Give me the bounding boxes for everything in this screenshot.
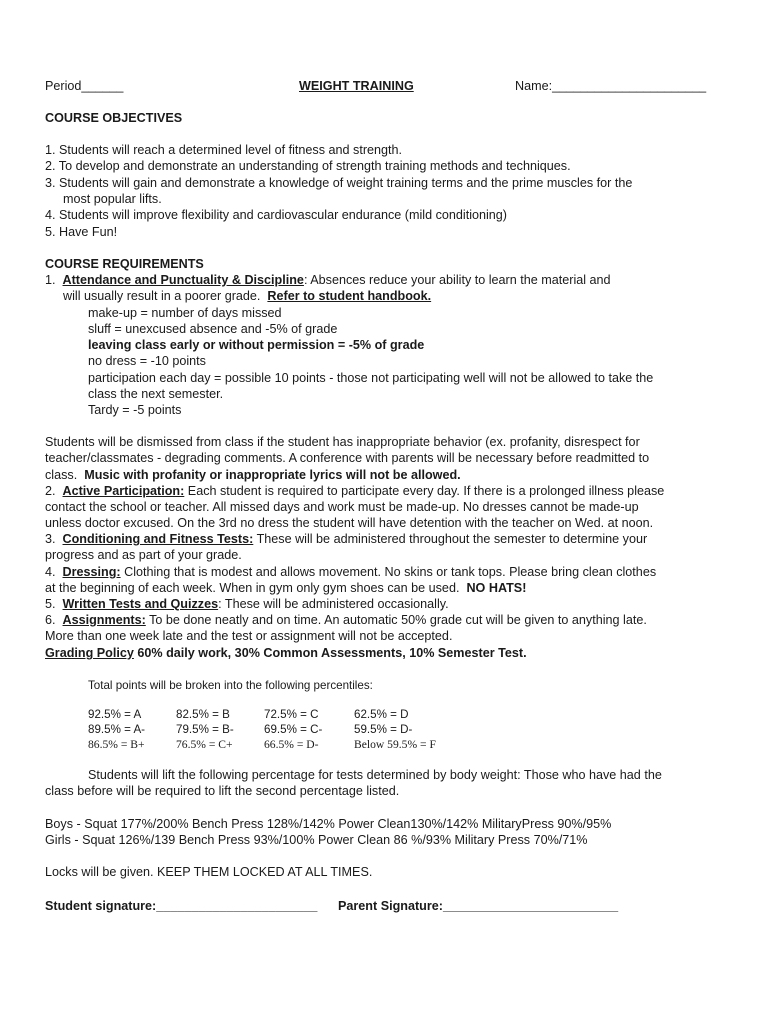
attendance-rule: class the next semester. bbox=[88, 387, 224, 401]
music-rule: Music with profanity or inappropriate lyrics will not be allowed. bbox=[84, 468, 461, 482]
grading-policy bbox=[45, 645, 527, 661]
grade-cell: 76.5% = C+ bbox=[176, 738, 233, 751]
objective-item: 2. To develop and demonstrate an understanding of strength training methods and techniques. bbox=[45, 159, 571, 173]
grade-cell: 62.5% = D bbox=[354, 708, 409, 721]
requirement-number: 6. bbox=[45, 613, 56, 627]
objective-item: 1. Students will reach a determined level of fitness and strength. bbox=[45, 143, 403, 157]
requirement-text: To be done neatly and on time. An automatic 50% grade cut will be given to anything late. bbox=[145, 613, 647, 627]
requirement-title: Written Tests and Quizzes bbox=[62, 597, 219, 611]
lift-intro: Students will lift the following percentage for tests determined by body weight: Those who have had the bbox=[88, 768, 662, 782]
grade-cell: 82.5% = B bbox=[176, 708, 230, 721]
student-signature-line: Student signature:_______________________ bbox=[45, 899, 318, 913]
objectives-heading: COURSE OBJECTIVES bbox=[45, 111, 183, 125]
requirement-title: Assignments: bbox=[62, 613, 146, 627]
grade-cell: 66.5% = D- bbox=[264, 738, 319, 751]
dismissal-text: teacher/classmates - degrading comments. A conference with parents will be necessary before readmitted to bbox=[45, 451, 650, 465]
dismissal-text: Students will be dismissed from class if the student has inappropriate behavior (ex. profanity, disrespect for bbox=[45, 435, 640, 449]
requirement-3-line2: progress and as part of your grade. bbox=[45, 548, 242, 562]
dismissal-text: class. bbox=[45, 468, 78, 482]
grade-cell: 59.5% = D- bbox=[354, 723, 413, 736]
requirement-2 bbox=[45, 483, 664, 499]
name-field: Name:______________________ bbox=[515, 79, 707, 93]
attendance-rule: Tardy = -5 points bbox=[88, 403, 182, 417]
requirement-number: 5. bbox=[45, 597, 56, 611]
requirement-1 bbox=[45, 272, 611, 288]
requirement-2-line: contact the school or teacher. All missed days and work must be made-up. No dresses cannot be made-up bbox=[45, 500, 639, 514]
requirement-text: These will be administered throughout the semester to determine your bbox=[253, 532, 648, 546]
grade-cell: Below 59.5% = F bbox=[354, 738, 436, 751]
requirement-2-line: unless doctor excused. On the 3rd no dress the student will have detention with the teacher on Wed. at noon. bbox=[45, 516, 654, 530]
objective-item: 5. Have Fun! bbox=[45, 225, 118, 239]
boys-lift-standards: Boys - Squat 177%/200% Bench Press 128%/142% Power Clean130%/142% MilitaryPress 90%/95% bbox=[45, 817, 612, 831]
objective-item: 4. Students will improve flexibility and cardiovascular endurance (mild conditioning) bbox=[45, 208, 507, 222]
grade-cell: 92.5% = A bbox=[88, 708, 142, 721]
requirement-title: Conditioning and Fitness Tests: bbox=[62, 532, 254, 546]
requirements-heading: COURSE REQUIREMENTS bbox=[45, 257, 204, 271]
requirement-text: Clothing that is modest and allows movement. No skins or tank tops. Please bring clean clothes bbox=[120, 565, 657, 579]
grade-cell: 72.5% = C bbox=[264, 708, 319, 721]
attendance-rule: sluff = unexcused absence and -5% of grade bbox=[88, 322, 338, 336]
lift-intro: class before will be required to lift the second percentage listed. bbox=[45, 784, 400, 798]
requirement-number: 3. bbox=[45, 532, 56, 546]
attendance-rule: participation each day = possible 10 points - those not participating well will not be allowed to take the bbox=[88, 371, 654, 385]
requirement-1-line2 bbox=[63, 288, 431, 304]
requirement-5 bbox=[45, 596, 449, 612]
requirement-text: at the beginning of each week. When in gym only gym shoes can be used. bbox=[45, 581, 460, 595]
requirement-4-line2 bbox=[45, 580, 526, 596]
requirement-number: 2. bbox=[45, 484, 56, 498]
requirement-3 bbox=[45, 531, 647, 547]
attendance-rule: make-up = number of days missed bbox=[88, 306, 282, 320]
objective-item: 3. Students will gain and demonstrate a knowledge of weight training terms and the prime muscles for the bbox=[45, 176, 633, 190]
grade-scale-intro: Total points will be broken into the following percentiles: bbox=[88, 679, 373, 692]
requirement-number: 4. bbox=[45, 565, 56, 579]
requirement-text: will usually result in a poorer grade. bbox=[63, 289, 261, 303]
locks-notice: Locks will be given. KEEP THEM LOCKED AT ALL TIMES. bbox=[45, 865, 373, 879]
requirement-title: Attendance and Punctuality & Discipline bbox=[62, 273, 304, 287]
no-hats-notice: NO HATS! bbox=[466, 581, 527, 595]
grading-policy-title: Grading Policy bbox=[45, 646, 134, 660]
grade-cell: 69.5% = C- bbox=[264, 723, 323, 736]
requirement-text: Each student is required to participate every day. If there is a prolonged illness please bbox=[184, 484, 665, 498]
requirement-title: Active Participation: bbox=[62, 484, 185, 498]
attendance-rule: leaving class early or without permission = -5% of grade bbox=[88, 338, 425, 352]
grading-policy-text: 60% daily work, 30% Common Assessments, 10% Semester Test. bbox=[133, 646, 527, 660]
requirement-text: : These will be administered occasionally. bbox=[218, 597, 449, 611]
parent-signature-line: Parent Signature:_________________________ bbox=[338, 899, 619, 913]
requirement-text: : Absences reduce your ability to learn the material and bbox=[303, 273, 611, 287]
requirement-number: 1. bbox=[45, 273, 56, 287]
dismissal-text-line3 bbox=[45, 467, 461, 483]
requirement-4 bbox=[45, 564, 656, 580]
requirement-6 bbox=[45, 612, 647, 628]
grade-cell: 86.5% = B+ bbox=[88, 738, 145, 751]
requirement-6-line2: More than one week late and the test or assignment will not be accepted. bbox=[45, 629, 453, 643]
requirement-title: Dressing: bbox=[62, 565, 121, 579]
grade-cell: 89.5% = A- bbox=[88, 723, 146, 736]
period-field: Period______ bbox=[45, 79, 124, 93]
attendance-rule: no dress = -10 points bbox=[88, 354, 206, 368]
objective-item-continued: most popular lifts. bbox=[63, 192, 162, 206]
page-title: WEIGHT TRAINING bbox=[299, 79, 414, 93]
handbook-reference: Refer to student handbook. bbox=[267, 289, 432, 303]
girls-lift-standards: Girls - Squat 126%/139 Bench Press 93%/100% Power Clean 86 %/93% Military Press 70%/71% bbox=[45, 833, 588, 847]
grade-cell: 79.5% = B- bbox=[176, 723, 234, 736]
